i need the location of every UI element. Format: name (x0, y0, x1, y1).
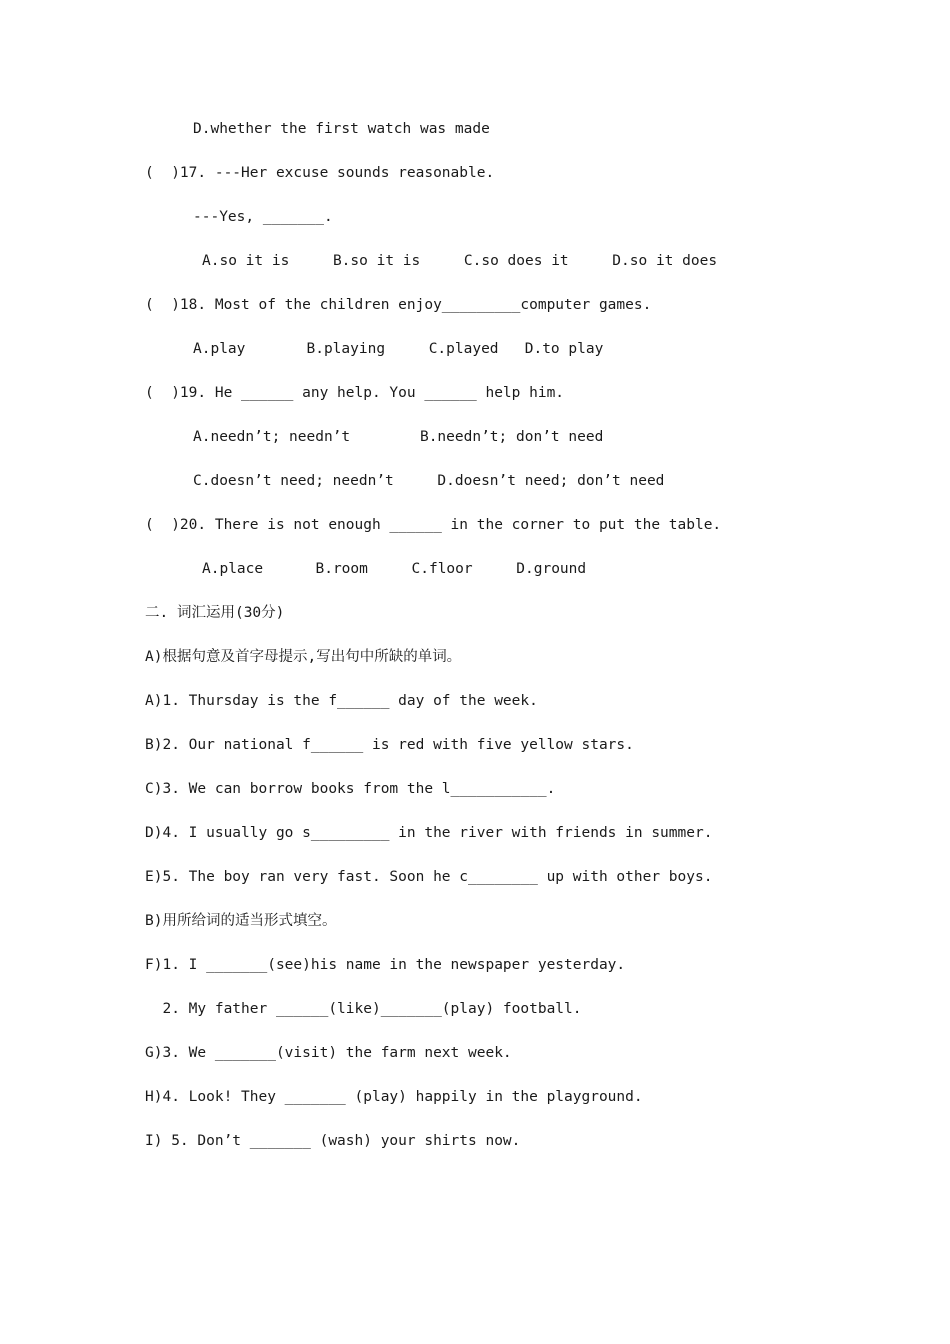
part-b-item: G)3. We _______(visit) the farm next week. (145, 1045, 512, 1061)
q17-stem: ( )17. ---Her excuse sounds reasonable. (145, 165, 495, 181)
q18-stem: ( )18. Most of the children enjoy_________computer games. (145, 297, 652, 313)
part-a-instruction: A)根据句意及首字母提示,写出句中所缺的单词。 (145, 649, 462, 665)
section-2-title: 二. 词汇运用(30分) (145, 605, 285, 621)
part-b-item: 2. My father ______(like)_______(play) football. (145, 1001, 582, 1017)
q18-options: A.play B.playing C.played D.to play (193, 341, 604, 357)
part-a-item: C)3. We can borrow books from the l___________. (145, 781, 556, 797)
q20-stem: ( )20. There is not enough ______ in the corner to put the table. (145, 517, 722, 533)
part-b-item: F)1. I _______(see)his name in the newspaper yesterday. (145, 957, 626, 973)
q20-options: A.place B.room C.floor D.ground (202, 561, 587, 577)
part-a-item: E)5. The boy ran very fast. Soon he c________ up with other boys. (145, 869, 713, 885)
q17-options: A.so it is B.so it is C.so does it D.so it does (202, 253, 718, 269)
q19-options-cd: C.doesn’t need; needn’t D.doesn’t need; don’t need (193, 473, 665, 489)
q19-stem: ( )19. He ______ any help. You ______ help him. (145, 385, 565, 401)
part-a-item: B)2. Our national f______ is red with five yellow stars. (145, 737, 634, 753)
q19-options-ab: A.needn’t; needn’t B.needn’t; don’t need (193, 429, 604, 445)
part-b-item: I) 5. Don’t _______ (wash) your shirts now. (145, 1133, 521, 1149)
q17-reply: ---Yes, _______. (193, 209, 333, 225)
part-a-item: D)4. I usually go s_________ in the river with friends in summer. (145, 825, 713, 841)
part-a-item: A)1. Thursday is the f______ day of the week. (145, 693, 538, 709)
q16-option-d: D.whether the first watch was made (193, 121, 490, 137)
part-b-item: H)4. Look! They _______ (play) happily in the playground. (145, 1089, 643, 1105)
part-b-instruction: B)用所给词的适当形式填空。 (145, 913, 337, 929)
